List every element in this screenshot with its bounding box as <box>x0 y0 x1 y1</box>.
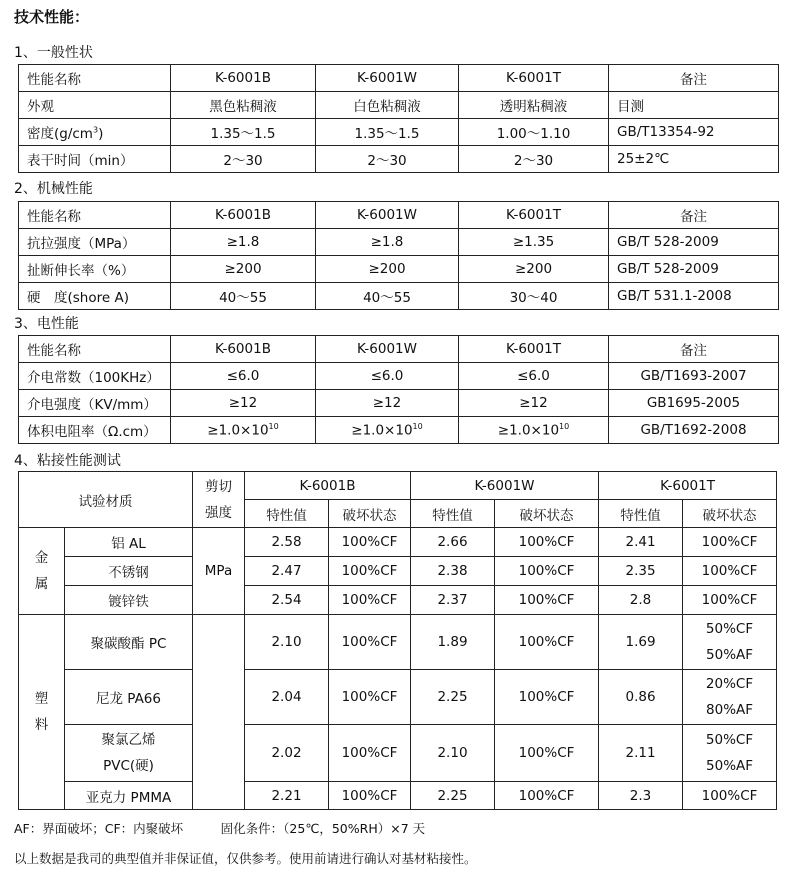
section-general-heading: 1、一般性状 <box>14 45 93 61</box>
remark-cell: 目测 <box>609 92 779 119</box>
value-subheader: 特性值 <box>245 500 329 528</box>
property-name: 抗拉强度（MPa） <box>19 229 171 256</box>
plastic-label-1: 塑 <box>34 691 49 707</box>
value-cell: 1.35～1.5 <box>171 119 316 146</box>
material-name: 尼龙 PA66 <box>65 670 193 725</box>
value-cell: ≤6.0 <box>171 363 316 390</box>
remark-cell: GB/T1693-2007 <box>609 363 779 390</box>
state-cell: 100%CF <box>683 528 777 557</box>
remark-cell: GB/T 531.1-2008 <box>609 283 779 310</box>
remark-cell: GB/T13354-92 <box>609 119 779 146</box>
table-row <box>19 725 777 782</box>
value-cell: 40～55 <box>316 283 459 310</box>
state-cell: 100%CF <box>329 782 411 810</box>
value-cell: 2.21 <box>245 782 329 810</box>
value-cell: ≥1.8 <box>316 229 459 256</box>
remark-cell: GB/T 528-2009 <box>609 256 779 283</box>
value-cell: 2.47 <box>245 557 329 586</box>
state-cell <box>683 725 777 782</box>
value-cell: 2.38 <box>411 557 495 586</box>
state-cell: 100%CF <box>495 528 599 557</box>
value-cell: 2.04 <box>245 670 329 725</box>
value-cell: 2～30 <box>459 146 609 173</box>
value-cell: ≤6.0 <box>459 363 609 390</box>
value-cell: 0.86 <box>599 670 683 725</box>
state-cell: 100%CF <box>495 670 599 725</box>
table-row <box>19 256 779 283</box>
value-cell: 30～40 <box>459 283 609 310</box>
state-cell: 100%CF <box>329 725 411 782</box>
state-subheader: 破坏状态 <box>495 500 599 528</box>
value-cell: 1.69 <box>599 615 683 670</box>
remark-cell: 25±2℃ <box>609 146 779 173</box>
table-row <box>19 670 777 725</box>
electrical-properties-table <box>18 335 779 444</box>
metal-label-2: 属 <box>34 576 49 592</box>
value-cell: 黑色粘稠液 <box>171 92 316 119</box>
value-subheader: 特性值 <box>599 500 683 528</box>
state-cell: 100%CF <box>329 615 411 670</box>
plastic-label-2: 料 <box>34 717 49 733</box>
header-cell: 性能名称 <box>19 336 171 363</box>
value-cell: 1.89 <box>411 615 495 670</box>
state-cell: 100%CF <box>495 615 599 670</box>
state-line: 50%AF <box>706 647 754 663</box>
table-header-row <box>19 65 779 92</box>
material-header: 试验材质 <box>19 472 193 528</box>
state-cell: 100%CF <box>329 528 411 557</box>
page-title: 技术性能： <box>14 8 90 26</box>
property-name <box>19 119 171 146</box>
state-cell: 100%CF <box>495 586 599 615</box>
table-row <box>19 586 777 615</box>
property-name: 扯断伸长率（%） <box>19 256 171 283</box>
exponent: 10 <box>268 421 279 431</box>
unit-cell-empty <box>193 615 245 810</box>
table-row <box>19 390 779 417</box>
state-subheader: 破坏状态 <box>683 500 777 528</box>
header-cell: 备注 <box>609 336 779 363</box>
material-name: 铝 AL <box>65 528 193 557</box>
value-cell: ≥200 <box>171 256 316 283</box>
table-row <box>19 528 777 557</box>
superscript: 3 <box>92 125 99 135</box>
material-name: 亚克力 PMMA <box>65 782 193 810</box>
value-cell: ≥1.35 <box>459 229 609 256</box>
density-close: ) <box>98 126 104 142</box>
property-name: 表干时间（min） <box>19 146 171 173</box>
value-cell: 2.58 <box>245 528 329 557</box>
table-row <box>19 363 779 390</box>
value-cell: 2.25 <box>411 670 495 725</box>
material-name <box>65 725 193 782</box>
state-cell: 100%CF <box>683 586 777 615</box>
value-cell: ≥12 <box>171 390 316 417</box>
value-cell: ≥1.8 <box>171 229 316 256</box>
value-cell: 40～55 <box>171 283 316 310</box>
state-cell: 100%CF <box>495 782 599 810</box>
disclaimer-note: 以上数据是我司的典型值并非保证值，仅供参考。使用前请进行确认对基材粘接性。 <box>14 851 477 866</box>
table-row <box>19 615 777 670</box>
state-cell: 100%CF <box>495 557 599 586</box>
value-cell: 2.3 <box>599 782 683 810</box>
table-row <box>19 557 777 586</box>
header-cell: K-6001B <box>171 202 316 229</box>
header-cell: 备注 <box>609 202 779 229</box>
value-cell: 2.10 <box>245 615 329 670</box>
header-cell: K-6001W <box>316 336 459 363</box>
table-row <box>19 229 779 256</box>
exponent: 10 <box>559 421 570 431</box>
section-adhesion-heading: 4、粘接性能测试 <box>14 453 121 469</box>
value-cell: 2.54 <box>245 586 329 615</box>
product-header: K-6001T <box>599 472 777 500</box>
state-line: 50%CF <box>705 732 754 748</box>
unit-cell: MPa <box>193 528 245 615</box>
value-cell: 2.02 <box>245 725 329 782</box>
adhesion-test-table <box>18 471 777 810</box>
value-cell: ≥200 <box>459 256 609 283</box>
property-name: 体积电阻率（Ω.cm） <box>19 417 171 444</box>
product-header: K-6001W <box>411 472 599 500</box>
state-cell: 100%CF <box>683 557 777 586</box>
table-row <box>19 119 779 146</box>
state-subheader: 破坏状态 <box>329 500 411 528</box>
state-line: 50%AF <box>706 758 754 774</box>
state-cell: 100%CF <box>329 670 411 725</box>
value-cell <box>171 417 316 444</box>
value-cell: 2.66 <box>411 528 495 557</box>
header-cell: K-6001W <box>316 202 459 229</box>
value-cell: 2.25 <box>411 782 495 810</box>
state-line: 50%CF <box>705 621 754 637</box>
value-cell: ≥12 <box>459 390 609 417</box>
table-row <box>19 92 779 119</box>
value-cell: 2～30 <box>316 146 459 173</box>
density-label: 密度(g/cm <box>27 126 93 142</box>
header-cell: K-6001T <box>459 336 609 363</box>
remark-cell: GB/T1692-2008 <box>609 417 779 444</box>
value-cell: 2.8 <box>599 586 683 615</box>
value-cell <box>316 417 459 444</box>
value-cell: 2.41 <box>599 528 683 557</box>
state-cell: 100%CF <box>329 557 411 586</box>
state-cell <box>683 670 777 725</box>
material-name: 聚碳酸酯 PC <box>65 615 193 670</box>
product-header: K-6001B <box>245 472 411 500</box>
table-row <box>19 417 779 444</box>
shear-header-line1: 剪切 <box>205 478 232 495</box>
header-cell: 备注 <box>609 65 779 92</box>
header-cell: K-6001B <box>171 336 316 363</box>
value-subheader: 特性值 <box>411 500 495 528</box>
material-name-line1: 聚氯乙烯 <box>101 732 156 748</box>
material-name: 不锈钢 <box>65 557 193 586</box>
value-cell: 2.10 <box>411 725 495 782</box>
value-cell: 透明粘稠液 <box>459 92 609 119</box>
value-cell: 白色粘稠液 <box>316 92 459 119</box>
material-name-line2: PVC(硬) <box>103 758 154 774</box>
table-header-row <box>19 472 777 500</box>
property-name: 介电常数（100KHz） <box>19 363 171 390</box>
header-cell: K-6001W <box>316 65 459 92</box>
resistivity-value: ≥1.0×10 <box>207 422 269 439</box>
value-cell: 2.11 <box>599 725 683 782</box>
value-cell: 1.35～1.5 <box>316 119 459 146</box>
property-name: 外观 <box>19 92 171 119</box>
plastic-group-label <box>19 615 65 810</box>
resistivity-value: ≥1.0×10 <box>351 422 413 439</box>
value-cell: ≥12 <box>316 390 459 417</box>
remark-cell: GB1695-2005 <box>609 390 779 417</box>
value-cell: 2～30 <box>171 146 316 173</box>
material-name: 镀锌铁 <box>65 586 193 615</box>
value-cell <box>459 417 609 444</box>
metal-group-label <box>19 528 65 615</box>
exponent: 10 <box>412 421 423 431</box>
resistivity-value: ≥1.0×10 <box>497 422 560 439</box>
value-cell: ≥200 <box>316 256 459 283</box>
header-cell: K-6001T <box>459 202 609 229</box>
value-cell: ≤6.0 <box>316 363 459 390</box>
header-cell: K-6001T <box>459 65 609 92</box>
failure-mode-note: AF：界面破坏；CF：内聚破坏 固化条件：（25℃，50%RH）×7 天 <box>14 821 426 836</box>
shear-strength-header <box>193 472 245 528</box>
value-cell: 2.35 <box>599 557 683 586</box>
remark-cell: GB/T 528-2009 <box>609 229 779 256</box>
property-name: 介电强度（KV/mm） <box>19 390 171 417</box>
header-cell: 性能名称 <box>19 65 171 92</box>
property-name: 硬 度(shore A) <box>19 283 171 310</box>
section-mechanical-heading: 2、机械性能 <box>14 181 93 197</box>
table-row <box>19 782 777 810</box>
mechanical-properties-table <box>18 201 779 310</box>
state-cell: 100%CF <box>683 782 777 810</box>
value-cell: 1.00～1.10 <box>459 119 609 146</box>
state-cell: 100%CF <box>329 586 411 615</box>
header-cell: K-6001B <box>171 65 316 92</box>
state-cell <box>683 615 777 670</box>
section-electrical-heading: 3、电性能 <box>14 316 79 332</box>
table-row <box>19 283 779 310</box>
value-cell: 2.37 <box>411 586 495 615</box>
state-cell: 100%CF <box>495 725 599 782</box>
table-row <box>19 146 779 173</box>
state-line: 20%CF <box>705 676 754 692</box>
state-line: 80%AF <box>706 702 754 718</box>
table-header-row <box>19 202 779 229</box>
general-properties-table <box>18 64 779 173</box>
metal-label-1: 金 <box>34 550 49 566</box>
header-cell: 性能名称 <box>19 202 171 229</box>
shear-header-line2: 强度 <box>205 504 232 521</box>
table-header-row <box>19 336 779 363</box>
